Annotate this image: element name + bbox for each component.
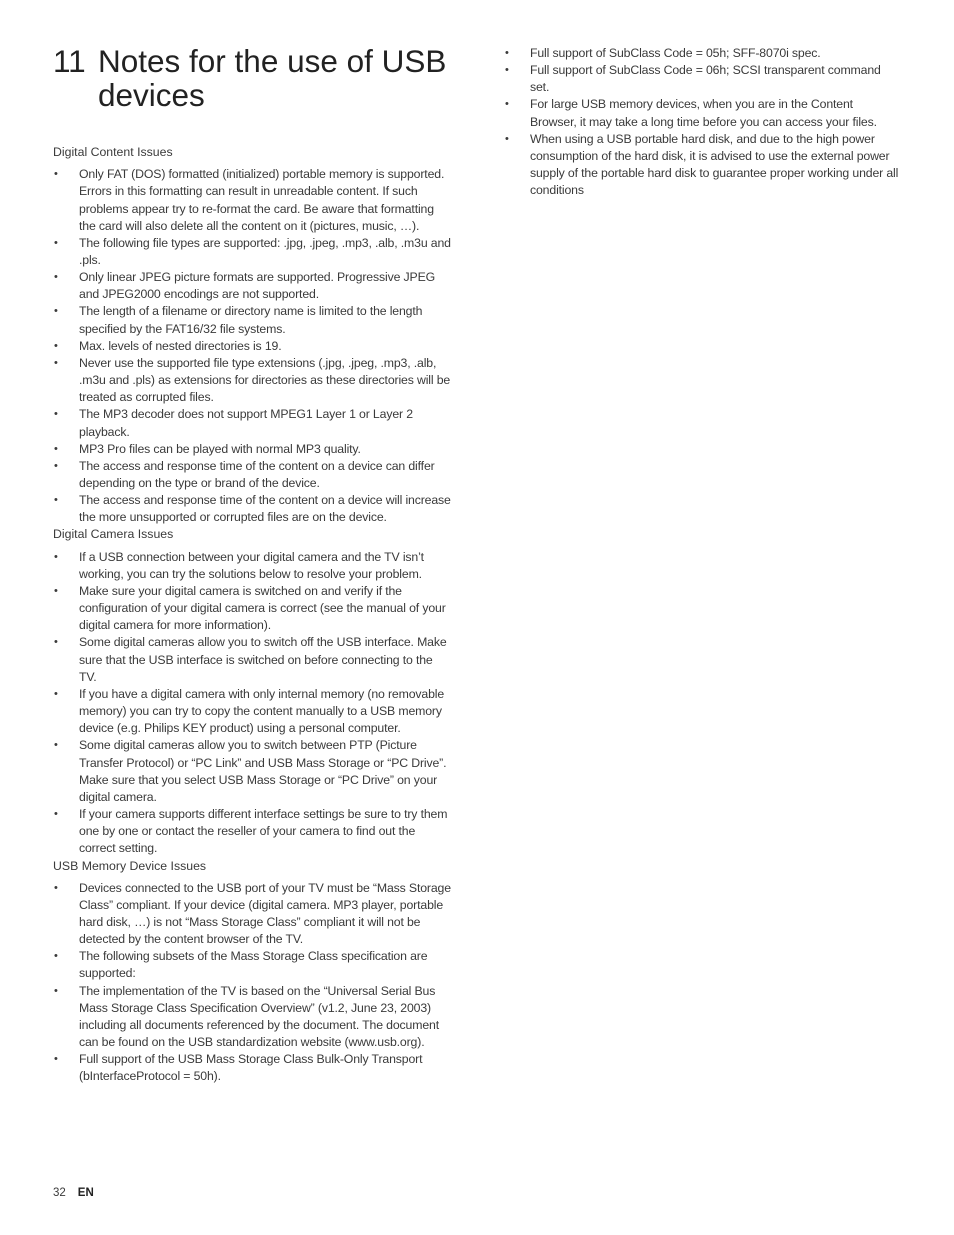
list-item-text: Full support of SubClass Code = 06h; SCSI transparent command set. [530, 63, 881, 95]
bullet-icon: • [54, 808, 58, 821]
bullet-icon: • [54, 739, 58, 752]
bullet-icon: • [54, 339, 58, 352]
list-item [53, 686, 453, 737]
bullet-icon: • [505, 98, 509, 111]
list-item-text: Only linear JPEG picture formats are supported. Progressive JPEG and JPEG2000 encodings are not supported. [79, 270, 436, 302]
list-item-text: The following subsets of the Mass Storage Class specification are supported: [79, 949, 428, 981]
section [53, 144, 453, 526]
list-item [53, 806, 453, 857]
section-heading: Digital Content Issues [53, 145, 173, 159]
list-item [53, 880, 453, 949]
bullet-icon: • [505, 132, 509, 145]
chapter-number: 11 [53, 43, 86, 79]
list-item [504, 131, 899, 200]
list-item [53, 948, 453, 982]
bullet-icon: • [54, 550, 58, 563]
bullet-icon: • [54, 236, 58, 249]
bullet-icon: • [54, 687, 58, 700]
list-item [53, 583, 453, 634]
list-item-text: The following file types are supported: .jpg, .jpeg, .mp3, .alb, .m3u and .pls. [79, 235, 451, 267]
bullet-icon: • [54, 950, 58, 963]
list-item [53, 492, 453, 526]
right-column [504, 45, 899, 199]
list-item-text: The implementation of the TV is based on the “Universal Serial Bus Mass Storage Class Specification Overview” (v1.2, June 23, 2003) including all documents referenced by the document. The document can be found on the USB standardization website (www.usb.org). [79, 983, 439, 1050]
list-item-text: Devices connected to the USB port of your TV must be “Mass Storage Class” compliant. If your device (digital camera. MP3 player, portable hard disk, …) is not “Mass Storage Class” compliant it will not be detected by the content browser of the TV. [79, 880, 451, 947]
list-item-text: The length of a filename or directory name is limited to the length specified by the FAT16/32 file systems. [79, 304, 423, 336]
section [53, 526, 453, 857]
list-item-text: When using a USB portable hard disk, and due to the high power consumption of the hard disk, it is advised to use the external power supply of the portable hard disk to guarantee proper working under all conditions [530, 131, 899, 198]
bullet-list [53, 549, 453, 858]
bullet-icon: • [54, 356, 58, 369]
list-item [53, 737, 453, 806]
list-item [53, 1051, 453, 1085]
chapter-title-line2: devices [98, 77, 205, 113]
list-item-text: Some digital cameras allow you to switch off the USB interface. Make sure that the USB interface is switched on before connecting to the TV. [79, 635, 447, 684]
bullet-icon: • [54, 1053, 58, 1066]
list-item [53, 355, 453, 406]
bullet-icon: • [505, 64, 509, 77]
bullet-icon: • [54, 271, 58, 284]
list-item [53, 983, 453, 1052]
list-item [53, 269, 453, 303]
list-item-text: The access and response time of the content on a device will increase the more unsupported or corrupted files are on the device. [79, 493, 451, 525]
list-item [53, 549, 453, 583]
bullet-icon: • [54, 494, 58, 507]
list-item [53, 166, 453, 235]
left-column [53, 44, 453, 1086]
bullet-icon: • [54, 408, 58, 421]
list-item [53, 441, 453, 458]
bullet-icon: • [54, 168, 58, 181]
list-item-text: Some digital cameras allow you to switch between PTP (Picture Transfer Protocol) or “PC Link” and USB Mass Storage or “PC Drive”. Make sure that you select USB Mass Storage or “PC Drive” on your digital camera. [79, 738, 447, 804]
list-item-text: Only FAT (DOS) formatted (initialized) portable memory is supported. Errors in this formatting can result in unreadable content. If such problems appear try to re-format the card. Be aware that formatting the card will also delete all the content on it (pictures, music, …). [79, 167, 445, 233]
list-item-text: Max. levels of nested directories is 19. [79, 338, 282, 353]
section [53, 858, 453, 1086]
chapter-title [53, 44, 453, 112]
list-item [53, 303, 453, 337]
language-code: EN [77, 1187, 94, 1199]
bullet-icon: • [54, 459, 58, 472]
list-item [504, 96, 899, 130]
sections-container [53, 144, 453, 1086]
section-heading: USB Memory Device Issues [53, 858, 207, 873]
list-item [53, 338, 453, 355]
list-item [53, 634, 453, 685]
bullet-list [53, 166, 453, 526]
bullet-icon: • [54, 585, 58, 597]
list-item [53, 235, 453, 269]
list-item-text: For large USB memory devices, when you are in the Content Browser, it may take a long time before you can access your files. [530, 97, 877, 129]
list-item [504, 45, 899, 62]
list-item-text: MP3 Pro files can be played with normal MP3 quality. [79, 441, 361, 456]
list-item-text: The MP3 decoder does not support MPEG1 Layer 1 or Layer 2 playback. [79, 407, 413, 439]
list-item-text: If your camera supports different interface settings be sure to try them one by one or contact the reseller of your camera to find out the correct setting. [79, 807, 448, 856]
bullet-list [53, 880, 453, 1086]
list-item-text: The access and response time of the content on a device can differ depending on the type or brand of the device. [79, 458, 435, 491]
page-number: 32 [53, 1187, 66, 1199]
bullet-icon: • [54, 636, 58, 649]
list-item-text: Make sure your digital camera is switched on and verify if the configuration of your digital camera is correct (see the manual of your digital camera for more information). [79, 584, 446, 633]
bullet-icon: • [54, 305, 58, 318]
list-item-text: Full support of the USB Mass Storage Class Bulk-Only Transport (bInterfaceProtocol = 50h). [79, 1052, 423, 1084]
list-item-text: Never use the supported file type extensions (.jpg, .jpeg, .mp3, .alb, .m3u and .pls) as extensions for directories as these directories will be treated as corrupted files. [79, 355, 451, 405]
right-bullet-list [504, 45, 899, 199]
list-item [504, 62, 899, 96]
page-footer [53, 1187, 94, 1199]
chapter-title-line1: Notes for the use of USB [98, 43, 447, 79]
bullet-icon: • [54, 881, 58, 894]
list-item [53, 458, 453, 492]
section-heading: Digital Camera Issues [53, 527, 174, 542]
list-item-text: If a USB connection between your digital camera and the TV isn’t working, you can try the solutions below to resolve your problem. [79, 549, 424, 581]
bullet-icon: • [54, 984, 58, 997]
list-item [53, 406, 453, 440]
list-item-text: If you have a digital camera with only internal memory (no removable memory) you can try to copy the content manually to a USB memory device (e.g. Philips KEY product) using a personal computer. [79, 686, 445, 736]
bullet-icon: • [505, 47, 509, 59]
bullet-icon: • [54, 442, 58, 455]
list-item-text: Full support of SubClass Code = 05h; SFF-8070i spec. [530, 46, 821, 60]
